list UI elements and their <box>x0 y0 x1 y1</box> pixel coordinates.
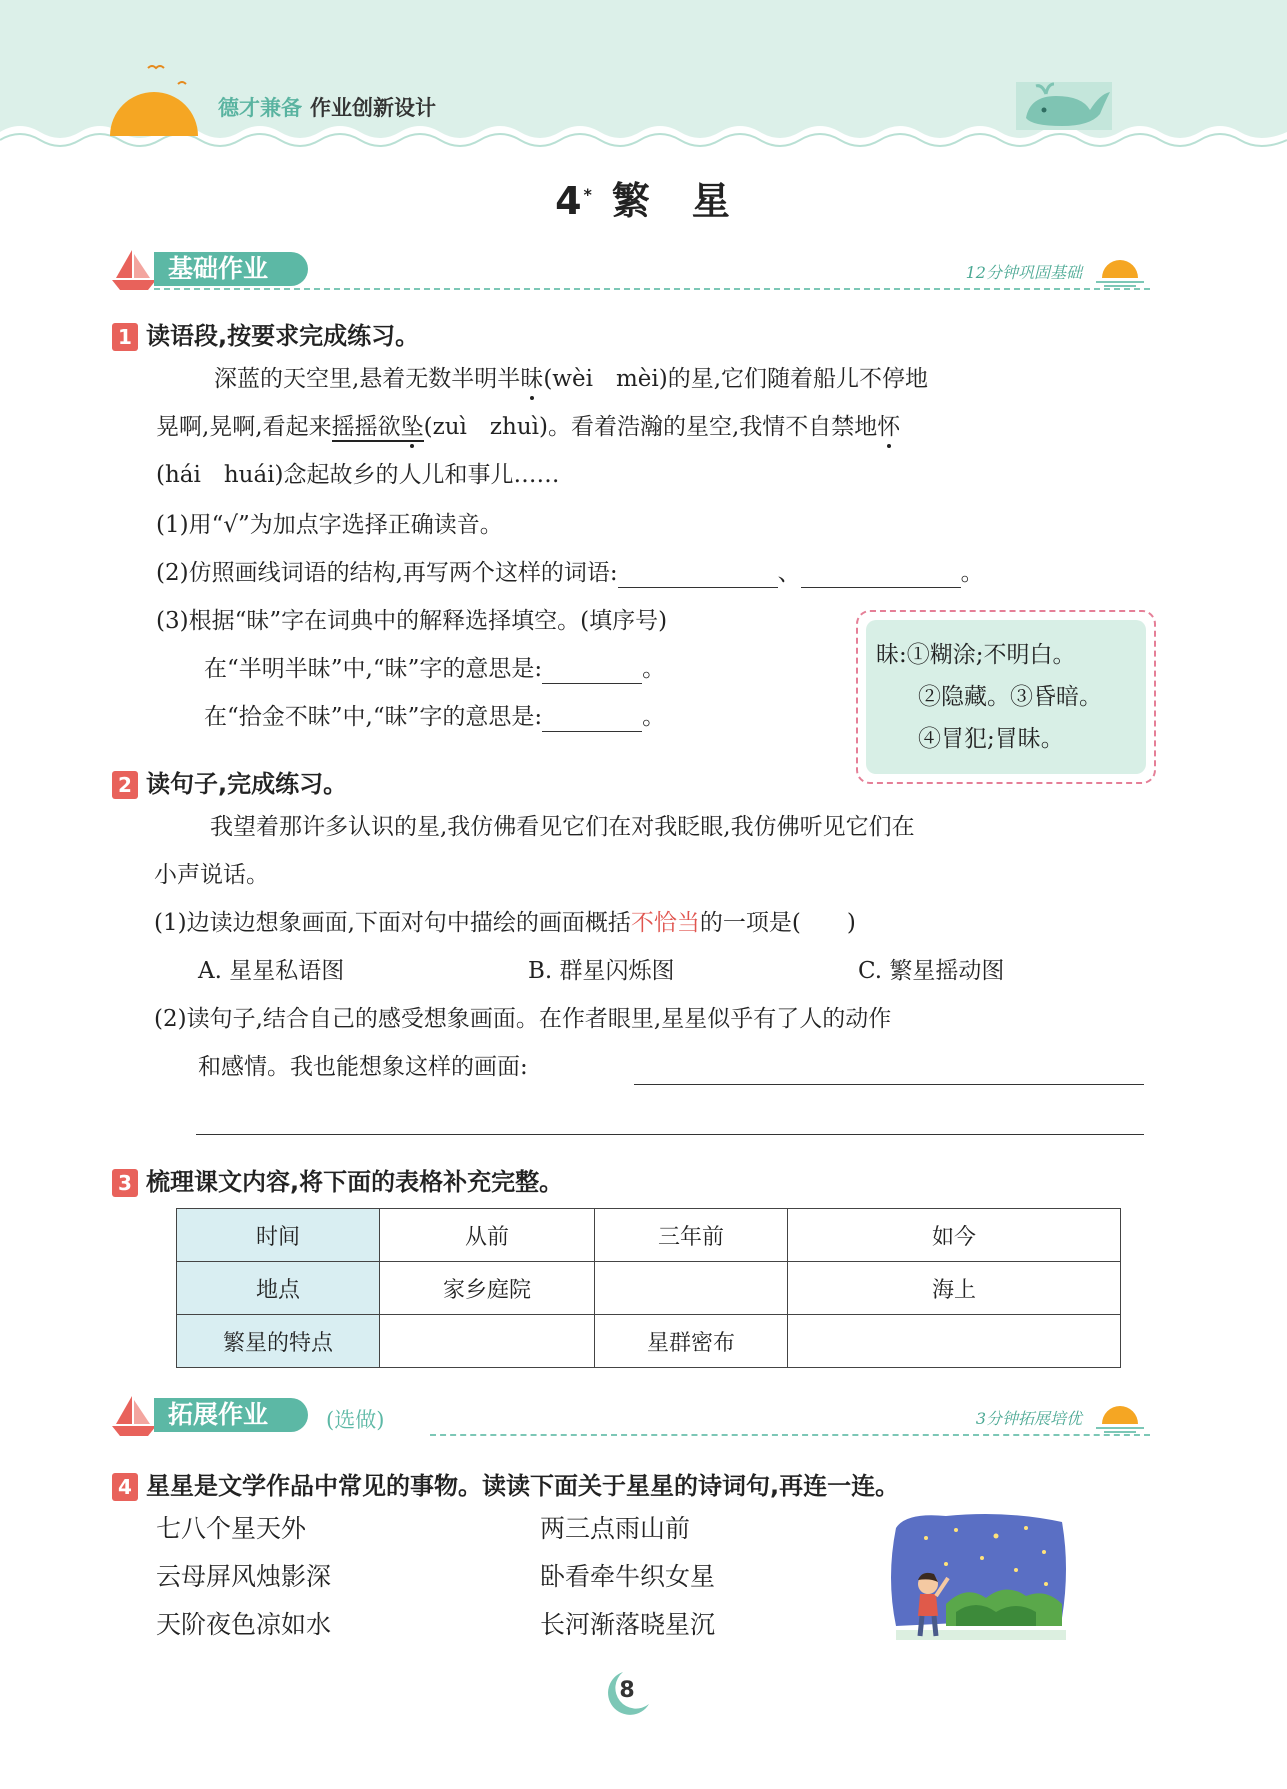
q4-heading <box>112 1466 899 1501</box>
q1-sub-2-sep: 、 <box>777 560 801 586</box>
q1-dotted-char-2: 坠 <box>400 414 424 440</box>
table-cell: 家乡庭院 <box>380 1262 595 1315</box>
q1-passage-line-3: (hái huái)念起故乡的人儿和事儿…… <box>156 462 560 488</box>
q2-sub-2-line-1: (2)读句子,结合自己的感受想象画面。在作者眼里,星星似乎有了人的动作 <box>154 1006 892 1032</box>
q2-heading <box>112 764 347 799</box>
q1-p1-text-b: (wèi mèi)的星,它们随着船儿不停地 <box>543 366 929 392</box>
q2-passage-line-1: 我望着那许多认识的星,我仿佛看见它们在对我眨眼,我仿佛听见它们在 <box>210 814 915 840</box>
page-number <box>601 1666 653 1720</box>
q1-sub-2-text: (2)仿照画线词语的结构,再写两个这样的词语: <box>156 560 618 586</box>
sailboat-icon <box>110 248 158 292</box>
q1-dotted-char-3: 怀 <box>877 414 901 440</box>
page-number-text: 8 <box>619 1678 635 1703</box>
section-basic-header <box>110 248 1150 292</box>
table-header-cell: 时间 <box>177 1209 380 1262</box>
summary-table <box>176 1208 1121 1368</box>
q4-heading-text: 星星是文学作品中常见的事物。读读下面关于星星的诗词句,再连一连。 <box>146 1472 900 1500</box>
section-divider <box>430 1434 1150 1436</box>
definition-line-1: 昧:①糊涂;不明白。 <box>876 642 1076 668</box>
brand-subtitle: 作业创新设计 <box>310 96 436 120</box>
q1-number: 1 <box>112 323 138 351</box>
dictionary-definition-box <box>856 610 1156 784</box>
table-cell: 三年前 <box>595 1209 788 1262</box>
table-cell: 如今 <box>788 1209 1121 1262</box>
table-row <box>177 1209 1121 1262</box>
definition-line-2: ②隐藏。③昏暗。 <box>918 684 1102 710</box>
q1-passage-line-1 <box>214 364 928 394</box>
q4-number: 4 <box>112 1473 138 1501</box>
q1-p2-text-b: (zuì zhuì)。看着浩瀚的星空,我情不自禁地 <box>423 414 878 440</box>
q1-p1-text: 深蓝的天空里,悬着无数半明半 <box>214 366 521 392</box>
table-answer-cell[interactable] <box>380 1315 595 1368</box>
table-header-cell: 地点 <box>177 1262 380 1315</box>
q1-sub-3-b-end: 。 <box>642 704 666 730</box>
q1-passage-line-2 <box>156 412 900 442</box>
section-basic-label: 基础作业 <box>154 252 308 286</box>
definition-line-3: ④冒犯;冒昧。 <box>918 726 1064 752</box>
q2-sub-1-text: (1)边读边想象画面,下面对句中描绘的画面概括 <box>154 910 631 936</box>
q1-sub-2-end: 。 <box>960 560 984 586</box>
q1-p2-text: 晃啊,晃啊,看起来 <box>156 414 332 440</box>
q1-sub-3-a <box>204 654 665 684</box>
q1-sub-3: (3)根据“昧”字在词典中的解释选择填空。(填序号) <box>156 608 668 634</box>
q1-heading <box>112 316 419 351</box>
q3-heading <box>112 1162 563 1197</box>
q3-number: 3 <box>112 1169 138 1197</box>
section-basic-time: 12分钟巩固基础 <box>965 263 1082 282</box>
lesson-star: * <box>583 185 594 205</box>
poem-right-3[interactable]: 长河渐落晓星沉 <box>540 1610 716 1639</box>
q2-answer-line-2[interactable] <box>196 1134 1144 1135</box>
mini-sun-icon <box>1090 248 1150 288</box>
stargazing-boy-illustration <box>886 1508 1072 1646</box>
table-row <box>177 1315 1121 1368</box>
q1-heading-text: 读语段,按要求完成练习。 <box>146 322 420 350</box>
q3-heading-text: 梳理课文内容,将下面的表格补充完整。 <box>146 1168 564 1196</box>
q2-sub-1 <box>154 908 856 938</box>
table-cell: 星群密布 <box>595 1315 788 1368</box>
table-answer-cell[interactable] <box>595 1262 788 1315</box>
table-answer-cell[interactable] <box>788 1315 1121 1368</box>
brand-name: 德才兼备 <box>218 96 302 120</box>
lesson-title <box>0 170 1287 225</box>
lesson-name: 繁 星 <box>611 179 732 223</box>
poem-left-2[interactable]: 云母屏风烛影深 <box>156 1562 332 1591</box>
q2-option-b[interactable]: B. 群星闪烁图 <box>528 958 675 984</box>
table-cell: 从前 <box>380 1209 595 1262</box>
q1-sub-3-b-text: 在“拾金不昧”中,“昧”字的意思是: <box>204 704 543 730</box>
q2-sub-2-line-2: 和感情。我也能想象这样的画面: <box>198 1054 528 1080</box>
sailboat-icon <box>110 1394 158 1438</box>
brand-title <box>218 92 436 122</box>
q2-sub-1-emphasis: 不恰当 <box>630 910 700 936</box>
poem-left-1[interactable]: 七八个星天外 <box>156 1514 307 1543</box>
q2-heading-text: 读句子,完成练习。 <box>146 770 348 798</box>
poem-left-3[interactable]: 天阶夜色凉如水 <box>156 1610 332 1639</box>
table-row <box>177 1262 1121 1315</box>
q2-option-c[interactable]: C. 繁星摇动图 <box>858 958 1005 984</box>
lesson-number: 4 <box>555 179 584 223</box>
q1-sub-2 <box>156 558 984 588</box>
q2-option-a[interactable]: A. 星星私语图 <box>198 958 345 984</box>
q1-underlined-part: 摇摇欲 <box>331 414 401 440</box>
section-divider <box>154 288 1150 290</box>
q1-sub-3-a-end: 。 <box>642 656 666 682</box>
q1-sub-3-a-text: 在“半明半昧”中,“昧”字的意思是: <box>204 656 543 682</box>
sun-icon <box>108 58 200 150</box>
mini-sun-icon <box>1090 1394 1150 1434</box>
q1-sub-3-b <box>204 702 665 732</box>
q2-passage-line-2: 小声说话。 <box>154 862 269 888</box>
poem-right-1[interactable]: 两三点雨山前 <box>540 1514 691 1543</box>
q1-answer-blank-4[interactable] <box>542 705 642 732</box>
q2-sub-1-text-b: 的一项是( ) <box>699 910 856 936</box>
whale-icon <box>1012 74 1116 134</box>
section-extend-optional: (选做) <box>326 1408 385 1432</box>
section-extend-time: 3分钟拓展培优 <box>975 1409 1082 1428</box>
table-cell: 海上 <box>788 1262 1121 1315</box>
section-extend-header <box>110 1394 1150 1438</box>
poem-right-2[interactable]: 卧看牵牛织女星 <box>540 1562 716 1591</box>
q1-underlined-word <box>332 414 424 442</box>
q1-sub-1: (1)用“√”为加点字选择正确读音。 <box>156 512 503 538</box>
table-header-cell: 繁星的特点 <box>177 1315 380 1368</box>
q1-answer-blank-3[interactable] <box>542 657 642 684</box>
q1-answer-blank-2[interactable] <box>801 561 961 588</box>
section-extend-label: 拓展作业 <box>154 1398 308 1432</box>
q1-dotted-char-1: 昧 <box>520 366 544 392</box>
q2-number: 2 <box>112 771 138 799</box>
q2-answer-line-1[interactable] <box>634 1084 1144 1085</box>
q1-answer-blank-1[interactable] <box>618 561 778 588</box>
